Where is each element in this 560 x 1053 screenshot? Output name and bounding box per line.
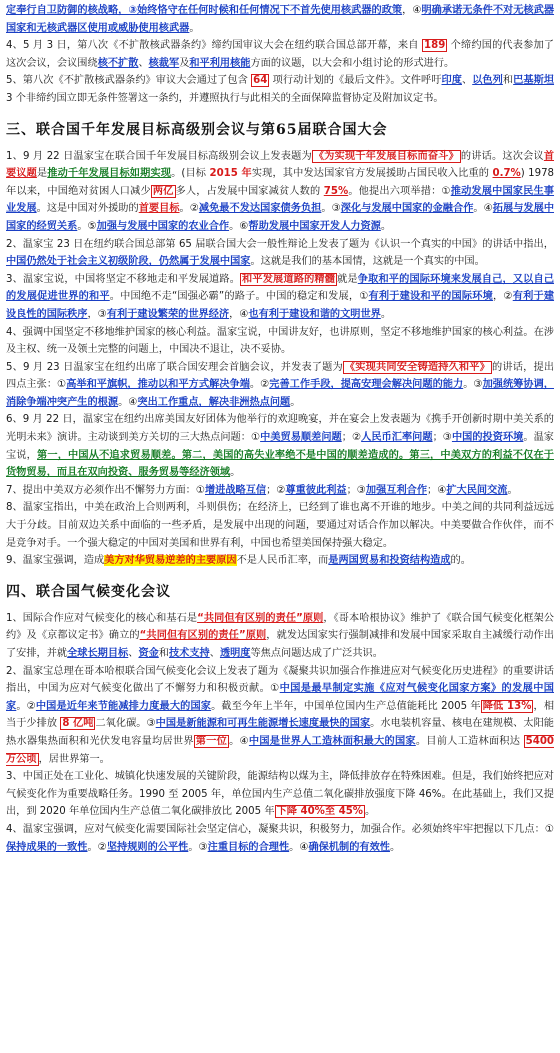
emphasis-text: 降低 13% <box>482 700 532 712</box>
emphasis-text: 帮助发展中国家开发人力资源 <box>248 220 381 232</box>
text-run: 。④ <box>289 841 309 853</box>
text-run: 4、强调中国坚定不移地维护国家的核心利益。温家宝说，中国讲友好，也讲原则，坚定不移地维护国家的核心利益。在涉及主权、统一及领土完整的问题上，中国决不退让，决不妥协。 <box>6 326 554 356</box>
emphasis-text: 中国是最早制定实施《应对气候变化国家方案》的发展中国家 <box>6 683 554 712</box>
text-run: 。 <box>389 841 401 853</box>
text-run: 。 <box>189 22 200 34</box>
text-run: 。② <box>179 203 199 215</box>
text-run: 、 <box>209 648 220 659</box>
emphasis-text: 和平发展道路的精髓 <box>242 273 336 285</box>
emphasis-text: 明确承诺无条件不对无核武器国家和无核武器区使用或威胁使用核武器 <box>6 5 555 34</box>
emphasis-text: 64 <box>253 75 268 87</box>
text-run: 的讲话，提出四点主张：① <box>6 361 555 391</box>
emphasis-text: 第一，中国从不追求贸易顺差。第二，美国的高失业率绝不是中国的顺差造成的。第三，中美双方的利益不仅在于货物贸易，而且在双向投资、服务贸易等经济领域 <box>6 449 554 479</box>
emphasis-text: 坚持规则的公平性 <box>106 841 189 853</box>
text-run: 6、9 月 22 日，温家宝在纽约出席美国友好团体为他举行的欢迎晚宴，并在宴会上发表题为《携手开创新时期中美关系的光明未来》演讲。主动谈到美方关切的三大热点问题：① <box>6 414 554 444</box>
emphasis-text: 首要目标 <box>138 203 180 215</box>
emphasis-text: 以色列 <box>472 75 503 87</box>
text-run: 3、温家宝说，中国将坚定不移地走和平发展道路。 <box>6 273 241 285</box>
emphasis-text: 中国仍然处于社会主义初级阶段，仍然属于发展中国家 <box>6 256 251 268</box>
text-run: 。④ <box>118 396 138 408</box>
emphasis-text: 推动千年发展目标如期实现 <box>47 168 172 180</box>
text-run: 。④ <box>473 203 493 215</box>
section-body <box>6 610 554 856</box>
text-run: 。他提出六项举措：① <box>348 185 451 197</box>
emphasis-text: 扩大民间交流 <box>446 484 508 496</box>
emphasis-text: 确保机制的有效性 <box>308 841 390 853</box>
paragraph <box>6 359 554 412</box>
emphasis-text: 8 亿吨 <box>62 718 94 730</box>
text-run: ，④ <box>402 5 422 16</box>
text-run: 3、中国正处在工业化、城镇化快速发展的关键阶段，能源结构以煤为主，降低排放存在特殊困难。但是，我们始终把应对气候变化作为重要战略任务。1990 至 2005 年，单位国内生产总值二氧化碳排放强度下降 46%。在此基础上，我们又提出，到 2020 年单位国内生产总值二氧化碳排放比 2005 年 <box>6 771 554 818</box>
emphasis-text: 注重目标的合理性 <box>207 841 290 853</box>
emphasis-text: 增进战略互信 <box>205 484 267 496</box>
text-run: 等焦点问题达成了广泛共识。 <box>250 648 383 659</box>
emphasis-text: 技术支持 <box>169 648 210 659</box>
text-run: 4、5 月 3 日，第八次《不扩散核武器条约》缔约国审议大会在纽约联合国总部开幕，来自 <box>6 40 423 52</box>
paragraph <box>6 148 554 236</box>
emphasis-text: 两亿 <box>152 185 174 197</box>
paragraph <box>6 552 554 570</box>
text-run: ，② <box>493 291 513 303</box>
emphasis-text: 189 <box>424 40 446 52</box>
text-run: 、 <box>138 57 149 69</box>
section-heading: 三、联合国千年发展目标高级别会议与第65届联合国大会 <box>6 121 388 138</box>
emphasis-text: 2015 年 <box>209 168 252 180</box>
paragraph <box>6 499 554 552</box>
emphasis-text: 巴基斯坦 <box>513 75 555 87</box>
emphasis-text: 高举和平旗帜，推动以和平方式解决争端 <box>66 379 250 391</box>
emphasis-text: 中国是近年来节能减排力度最大的国家 <box>35 700 212 712</box>
text-run: ) 1978 年以来，中国绝对贫困人口减少 <box>6 168 555 197</box>
text-run: ；④ <box>427 484 447 496</box>
document-page <box>6 0 554 856</box>
emphasis-text: 资金 <box>138 648 159 659</box>
text-run: 是 <box>36 168 48 180</box>
text-run: 2、温家宝 23 日在纽约联合国总部第 65 届联合国大会一般性辩论上发表了题为《认识一个真实的中国》的讲话中指出， <box>6 238 554 250</box>
text-run: 1、9 月 22 日温家宝在联合国千年发展目标高级别会议上发表题为 <box>6 150 312 162</box>
text-run: 。⑥ <box>229 220 249 232</box>
text-run: 。 <box>380 308 392 320</box>
emphasis-text: 下降 40%至 45% <box>276 806 363 818</box>
emphasis-text: 中美贸易顺差问题 <box>260 432 342 444</box>
paragraph <box>6 37 554 72</box>
text-run: 。 <box>230 467 241 479</box>
text-run: 。 <box>380 220 392 232</box>
emphasis-text: 中国是世界人工造林面积最大的国家 <box>248 735 416 747</box>
emphasis-text: “共同但有区别的责任”原则 <box>139 630 267 642</box>
text-run: 不是人民币汇率，而 <box>236 555 329 567</box>
text-run: 。 <box>365 806 376 818</box>
text-run: 。中国绝不走“国强必霸”的路子。中国的稳定和发展，① <box>109 291 369 303</box>
text-run: 。(目标 <box>171 168 210 180</box>
text-run: 。⑤ <box>77 220 97 232</box>
text-run: 5、第八次《不扩散核武器条约》审议大会通过了包含 <box>6 75 252 87</box>
emphasis-text: 是两国贸易和投资结构造成 <box>328 555 451 567</box>
emphasis-text: 有利于建设繁荣的世界经济 <box>106 308 230 320</box>
section-body <box>6 148 554 570</box>
text-run: ，④ <box>229 308 249 320</box>
emphasis-text: 美方对华贸易逆差的主要原因 <box>104 555 237 567</box>
emphasis-text: 拓展与发展中国家的经贸关系 <box>6 203 555 232</box>
emphasis-text: 首要议题 <box>6 150 555 180</box>
text-run: 。 <box>507 484 518 496</box>
section-heading: 四、联合国气候变化会议 <box>6 583 171 600</box>
paragraph <box>6 271 554 324</box>
text-run: 。这就是我们的基本国情，这就是一个真实的中国。 <box>250 256 485 268</box>
emphasis-text: 尊重彼此利益 <box>285 484 347 496</box>
emphasis-text: 也有利于建设和谐的文明世界 <box>248 308 381 320</box>
text-run: 个缔约国的代表参加了这次会议，会议围绕 <box>6 40 554 69</box>
text-run: 的讲话。这次会议 <box>460 150 544 162</box>
emphasis-text: 始终恪守在任何时候和任何情况下不首先使用核武器的政策 <box>137 5 403 16</box>
text-run: 8、温家宝指出，中美在政治上合则两利，斗则俱伤；在经济上，已经到了谁也离不开谁的地步。中美之间的共同利益远远大于分歧。目前双边关系中面临的一些矛盾，是发展中出现的问题，要通过对话合作加以解决。中美要做合作伙伴，而不是竞争对手。一个强大稳定的中国对美国和世界有利，中国也希望美国保持强大稳定。 <box>6 502 554 549</box>
emphasis-text: 中国的投资环境 <box>451 432 524 444</box>
emphasis-text: 完善工作手段，提高安理会解决问题的能力 <box>269 379 464 391</box>
emphasis-text: 《实现共同安全铸造持久和平》 <box>344 361 490 373</box>
text-run: 及 <box>179 57 190 69</box>
text-run: ，就发达国家实行强制减排和发展中国家采取自主减缓行动作出了安排，并就 <box>6 630 555 659</box>
paragraph <box>6 411 554 481</box>
emphasis-text: “共同但有区别的责任”原则 <box>197 612 324 624</box>
text-run: 。目前人工造林面积达 <box>415 735 524 747</box>
emphasis-text: 加强互利合作 <box>365 484 428 496</box>
emphasis-text: 0.7% <box>492 168 521 180</box>
text-run: ；③ <box>346 484 366 496</box>
paragraph <box>6 821 554 856</box>
text-run: 4、温家宝强调，应对气候变化需要国际社会坚定信心，凝聚共识，积极努力，加强合作。必须始终牢牢把握以下几点：① <box>6 823 554 835</box>
emphasis-text: 和平利用核能 <box>189 57 251 69</box>
text-run: 、 <box>461 75 473 87</box>
text-run: 项行动计划的《最后文件》。文件呼吁 <box>269 75 442 87</box>
emphasis-text: 全球长期目标 <box>67 648 129 659</box>
emphasis-text: 中国是新能源和可再生能源增长速度最快的国家 <box>155 718 371 730</box>
text-run: 实现，其中发达国家官方发展援助占国民收入比重的 <box>251 168 493 180</box>
paragraph <box>6 236 554 271</box>
paragraph <box>6 482 554 500</box>
text-run: 和 <box>502 75 514 87</box>
text-run: 多人，占发展中国家减贫人数的 <box>175 185 324 197</box>
emphasis-text: 减免最不发达国家债务负担 <box>198 203 322 215</box>
text-run: 。这是中国对外援助的 <box>36 203 139 215</box>
text-run: 。② <box>87 841 107 853</box>
emphasis-text: 深化与发展中国家的金融合作 <box>340 203 474 215</box>
emphasis-text: 有利于建设良性的国际秩序 <box>6 291 555 320</box>
text-run: 2、温家宝总理在哥本哈根联合国气候变化会议上发表了题为《凝聚共识加强合作推进应对气候变化历史进程》的重要讲话指出，中国为应对气候变化做出了不懈努力和积极贡献。① <box>6 665 554 695</box>
text-run: 7、提出中美双方必须作出不懈努力方面：① <box>6 484 205 496</box>
paragraph <box>6 2 554 37</box>
emphasis-text: 突出工作重点，解决非洲热点问题 <box>137 396 291 408</box>
emphasis-text: 加强与发展中国家的农业合作 <box>96 220 230 232</box>
emphasis-text: 5400 万公顷 <box>6 735 555 765</box>
text-run: 9、温家宝强调，造成 <box>6 555 105 567</box>
text-run: 二氧化碳。③ <box>95 718 156 730</box>
paragraph <box>6 72 554 107</box>
text-run: ，《哥本哈根协议》维护了《联合国气候变化框架公约》及《京都议定书》确立的 <box>6 612 554 642</box>
text-run: 方面的议题，以大会和小组讨论的形式进行。 <box>250 57 455 69</box>
text-run: 。③ <box>321 203 341 215</box>
emphasis-text: 核裁军 <box>148 57 180 69</box>
text-run: ；② <box>266 484 286 496</box>
text-run: ；② <box>341 432 362 444</box>
text-run: 。截至今年上半年，中国单位国内生产总值能耗比 2005 年 <box>211 700 481 712</box>
emphasis-text: 印度 <box>441 75 462 87</box>
text-run: 的。 <box>450 555 471 567</box>
text-run: 5、9 月 23 日温家宝在纽约出席了联合国安理会首脑会议，并发表了题为 <box>6 361 343 373</box>
text-run: 。④ <box>229 735 249 747</box>
emphasis-text: 《为实现千年发展目标而奋斗》 <box>313 150 459 162</box>
text-run: 和 <box>158 648 169 659</box>
emphasis-text: 人民币汇率问题 <box>361 432 433 444</box>
text-run: 。③ <box>188 841 208 853</box>
paragraph <box>6 768 554 821</box>
text-run: 。温家宝说， <box>6 432 554 461</box>
text-run: 。③ <box>463 379 483 391</box>
text-run: 。水电装机容量、核电在建规模、太阳能热水器集热面积和光伏发电容量均居世界 <box>6 718 554 747</box>
text-run: 1、国际合作应对气候变化的核心和基石是 <box>6 612 198 624</box>
paragraph <box>6 663 554 769</box>
text-run: ，相当于少排放 <box>6 700 555 730</box>
emphasis-text: 第一位 <box>195 735 228 747</box>
emphasis-text: 加强统筹协调，消除争端冲突产生的根源 <box>6 379 554 408</box>
text-run: 。② <box>249 379 270 391</box>
text-run: 。② <box>16 700 36 712</box>
emphasis-text: 定奉行自卫防御的核战略，③ <box>6 5 137 16</box>
emphasis-text: 有利于建设和平的国际环境 <box>368 291 494 303</box>
text-run: 就是 <box>337 273 358 285</box>
emphasis-text: 争取和平的国际环境来发展自己，又以自己的发展促进世界的和平 <box>6 273 555 303</box>
text-run: ，居世界第一。 <box>38 753 110 765</box>
text-run: 3 个非缔约国立即无条件签署这一条约，并遵照执行与此相关的全面保障监督协定及附加议定书。 <box>6 92 444 104</box>
text-run: 、 <box>128 648 139 659</box>
text-run: 。 <box>290 396 301 408</box>
emphasis-text: 推动发展中国家民生事业发展 <box>6 185 555 215</box>
emphasis-text: 透明度 <box>219 648 251 659</box>
emphasis-text: 保持成果的一致性 <box>6 841 88 853</box>
emphasis-text: 75% <box>323 185 349 197</box>
paragraph <box>6 610 554 663</box>
paragraph <box>6 324 554 359</box>
text-run: ，③ <box>87 308 107 320</box>
emphasis-text: 核不扩散 <box>97 57 139 69</box>
text-run: ；③ <box>432 432 452 444</box>
